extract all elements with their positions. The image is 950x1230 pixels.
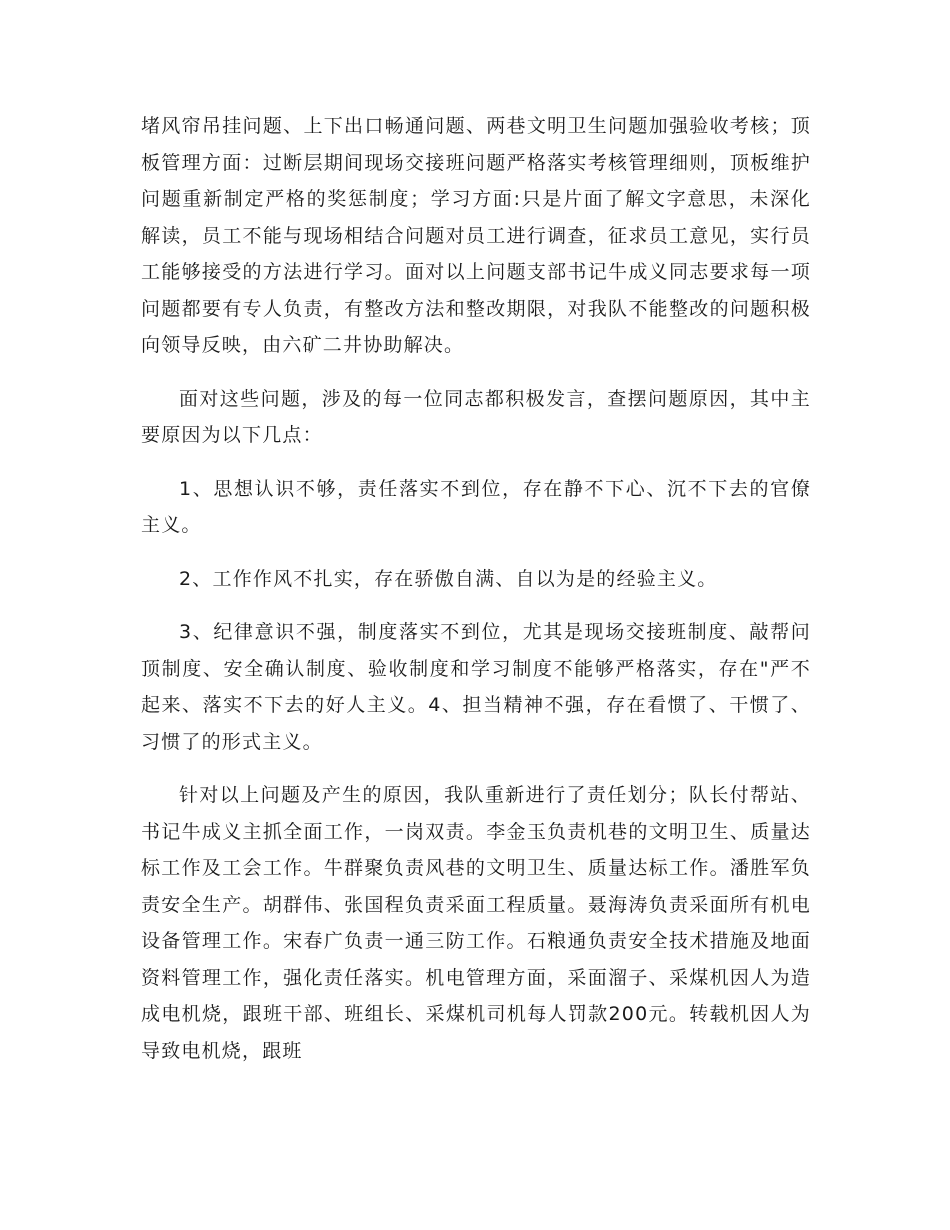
paragraph-responsibility-division: 针对以上问题及产生的原因，我队重新进行了责任划分；队长付帮站、书记牛成义主抓全面工作，一岗双责。李金玉负责机巷的文明卫生、质量达标工作及工会工作。牛群聚负责风巷的文明卫生、质量达标工作。潘胜军负责安全生产。胡群伟、张国程负责采面工程质量。聂海涛负责采面所有机电设备管理工作。宋春广负责一通三防工作。石粮通负责安全技术措施及地面资料管理工作，强化责任落实。机电管理方面，采面溜子、采煤机因人为造成电机烧，跟班干部、班组长、采煤机司机每人罚款200元。转载机因人为导致电机烧，跟班 xyxy=(141,784,811,1062)
paragraph-cause-2: 2、工作作风不扎实，存在骄傲自满、自以为是的经验主义。 xyxy=(179,567,718,590)
paragraph-rectification-continued: 堵风帘吊挂问题、上下出口畅通问题、两巷文明卫生问题加强验收考核；顶板管理方面：过断层期间现场交接班问题严格落实考核管理细则，顶板维护问题重新制定严格的奖惩制度；学习方面:只是片面了解文字意思，未深化解读，员工不能与现场相结合问题对员工进行调查，征求员工意见，实行员工能够接受的方法进行学习。面对以上问题支部书记牛成义同志要求每一项问题都要有专人负责，有整改方法和整改期限，对我队不能整改的问题积极向领导反映，由六矿二井协助解决。 xyxy=(141,115,811,356)
paragraph-cause-1: 1、思想认识不够，责任落实不到位，存在静不下心、沉不下去的官僚主义。 xyxy=(141,477,811,536)
document-body xyxy=(141,108,811,1069)
paragraph-causes-intro: 面对这些问题，涉及的每一位同志都积极发言，查摆问题原因，其中主要原因为以下几点： xyxy=(141,387,811,446)
paragraph-cause-3-4: 3、纪律意识不强，制度落实不到位，尤其是现场交接班制度、敲帮问顶制度、安全确认制度、验收制度和学习制度不能够严格落实，存在"严不起来、落实不下去的好人主义。4、担当精神不强，存在看惯了、干惯了、习惯了的形式主义。 xyxy=(141,621,811,753)
